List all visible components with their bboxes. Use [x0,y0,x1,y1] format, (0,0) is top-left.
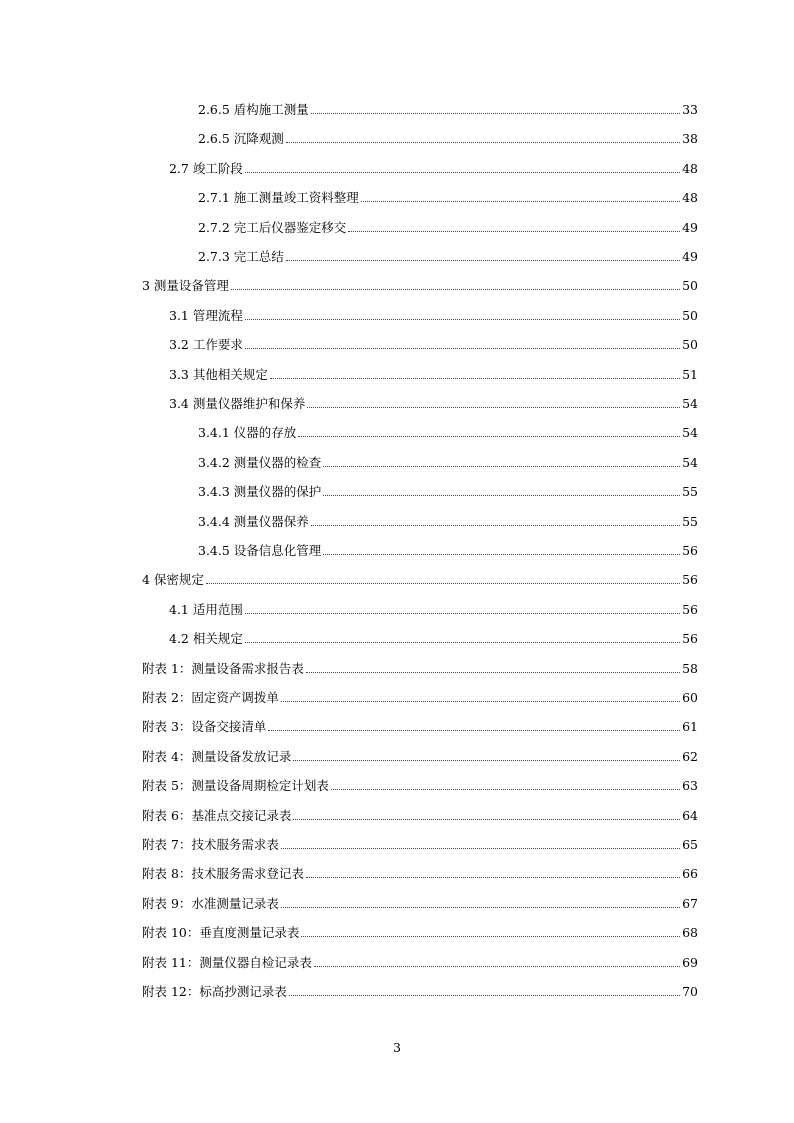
toc-entry-page: 60 [682,690,698,705]
toc-entry-page: 58 [682,660,698,676]
toc-entry-title: 4.2 相关规定 [169,631,243,647]
toc-entry[interactable] [142,892,698,912]
toc-entry[interactable] [169,363,698,383]
toc-dot-leader [231,289,680,290]
toc-entry-page: 66 [682,866,698,882]
toc-entry-title: 3.4.4 测量仪器保养 [198,513,309,529]
toc-entry[interactable] [198,510,698,530]
toc-entry[interactable] [198,127,698,147]
toc-entry-title: 3.4.2 测量仪器的检查 [198,454,322,470]
toc-dot-leader [281,907,680,908]
toc-dot-leader [245,642,680,643]
toc-dot-leader [245,319,680,320]
toc-entry-page: 56 [682,601,698,617]
toc-dot-leader [245,172,680,173]
toc-dot-leader [314,966,680,967]
toc-entry[interactable] [142,274,698,294]
toc-dot-leader [245,613,680,614]
toc-entry-page: 55 [682,513,698,529]
toc-dot-leader [289,995,680,996]
toc-entry-title: 附表 3：设备交接清单 [142,719,267,735]
toc-entry[interactable] [169,392,698,412]
toc-entry-title: 附表 12：标高抄测记录表 [142,984,287,999]
toc-entry-title: 附表 9：水准测量记录表 [142,895,279,911]
toc-entry-title: 3.4.3 测量仪器的保护 [198,484,322,500]
toc-entry-page: 48 [682,160,698,176]
toc-entry-title: 3.4.5 设备信息化管理 [198,543,322,558]
toc-entry-title: 4 保密规定 [142,572,204,588]
toc-entry[interactable] [142,715,698,735]
toc-entry-title: 附表 2：固定资产调拨单 [142,690,279,705]
toc-entry-page: 56 [682,631,698,647]
toc-entry[interactable] [142,921,698,941]
toc-entry-page: 33 [682,102,698,117]
toc-entry[interactable] [198,480,698,500]
toc-entry-page: 65 [682,837,698,852]
toc-entry-title: 附表 1：测量设备需求报告表 [142,660,304,676]
toc-entry-title: 附表 6：基准点交接记录表 [142,807,292,823]
toc-entry-title: 2.7 竣工阶段 [169,160,243,176]
toc-entry-page: 51 [682,366,698,382]
toc-dot-leader [281,848,680,849]
toc-entry[interactable] [142,774,698,794]
toc-dot-leader [311,113,680,114]
toc-entry-page: 64 [682,807,698,823]
toc-entry-page: 70 [682,984,698,999]
toc-entry[interactable] [169,598,698,618]
toc-dot-leader [281,701,680,702]
toc-entry-page: 50 [682,278,698,294]
toc-entry-page: 67 [682,895,698,911]
toc-entry-page: 54 [682,396,698,411]
toc-entry[interactable] [142,951,698,971]
toc-entry-page: 54 [682,425,698,441]
toc-dot-leader [348,231,680,232]
toc-entry[interactable] [142,568,698,588]
toc-entry-page: 61 [682,719,698,735]
toc-entry-title: 附表 5：测量设备周期检定计划表 [142,778,329,794]
toc-entry[interactable] [142,980,698,1000]
toc-entry[interactable] [142,686,698,706]
toc-entry[interactable] [198,451,698,471]
toc-entry-page: 56 [682,572,698,588]
toc-dot-leader [323,495,680,496]
toc-dot-leader [286,142,680,143]
toc-entry-title: 2.6.5 沉降观测 [198,131,284,147]
toc-entry-page: 50 [682,307,698,323]
toc-entry[interactable] [198,245,698,265]
toc-dot-leader [307,407,680,408]
toc-dot-leader [331,789,680,790]
toc-entry[interactable] [142,804,698,824]
toc-entry-title: 3 测量设备管理 [142,278,229,294]
toc-dot-leader [361,201,680,202]
toc-entry[interactable] [142,862,698,882]
toc-entry-page: 54 [682,454,698,470]
toc-dot-leader [311,525,680,526]
toc-entry[interactable] [169,157,698,177]
toc-entry-page: 55 [682,484,698,500]
toc-dot-leader [301,936,680,937]
toc-entry-title: 3.2 工作要求 [169,337,243,353]
toc-entry-title: 2.7.1 施工测量竣工资料整理 [198,190,359,206]
toc-entry[interactable] [169,333,698,353]
toc-entry-title: 附表 8：技术服务需求登记表 [142,866,304,882]
toc-dot-leader [270,378,680,379]
toc-entry[interactable] [198,98,698,118]
toc-entry[interactable] [169,304,698,324]
toc-entry[interactable] [198,539,698,559]
toc-entry-title: 附表 11：测量仪器自检记录表 [142,954,312,970]
toc-entry[interactable] [169,627,698,647]
toc-entry-page: 48 [682,190,698,206]
page-number: 3 [393,1040,401,1055]
toc-entry[interactable] [142,745,698,765]
toc-entry-page: 49 [682,219,698,235]
toc-entry[interactable] [198,216,698,236]
toc-entry-page: 62 [682,748,698,764]
toc-dot-leader [293,819,680,820]
toc-dot-leader [306,672,680,673]
toc-dot-leader [268,730,680,731]
toc-dot-leader [286,260,680,261]
toc-entry-title: 附表 4：测量设备发放记录 [142,748,292,764]
toc-dot-leader [298,436,680,437]
toc-entry[interactable] [198,421,698,441]
toc-entry-page: 56 [682,543,698,558]
toc-entry-title: 3.4.1 仪器的存放 [198,425,297,441]
toc-dot-leader [323,466,680,467]
toc-entry-title: 附表 10：垂直度测量记录表 [142,925,300,941]
toc-entry-page: 50 [682,337,698,353]
toc-entry-title: 3.1 管理流程 [169,307,243,323]
toc-entry-title: 2.7.2 完工后仪器鉴定移交 [198,219,347,235]
toc-dot-leader [293,760,680,761]
toc-dot-leader [306,877,680,878]
toc-entry-title: 2.7.3 完工总结 [198,249,284,264]
toc-entry-page: 49 [682,249,698,264]
toc-entry-page: 69 [682,954,698,970]
toc-entry-page: 63 [682,778,698,794]
toc-dot-leader [245,348,680,349]
toc-entry[interactable] [198,186,698,206]
toc-entry[interactable] [142,657,698,677]
toc-entry-title: 附表 7：技术服务需求表 [142,837,279,852]
toc-entry-title: 2.6.5 盾构施工测量 [198,102,309,117]
toc-entry-title: 4.1 适用范围 [169,601,243,617]
toc-entry-page: 68 [682,925,698,941]
toc-dot-leader [323,554,680,555]
toc-dot-leader [206,583,680,584]
toc-entry-title: 3.4 测量仪器维护和保养 [169,396,306,411]
toc-entry[interactable] [142,833,698,853]
toc-entry-page: 38 [682,131,698,147]
toc-entry-title: 3.3 其他相关规定 [169,366,268,382]
